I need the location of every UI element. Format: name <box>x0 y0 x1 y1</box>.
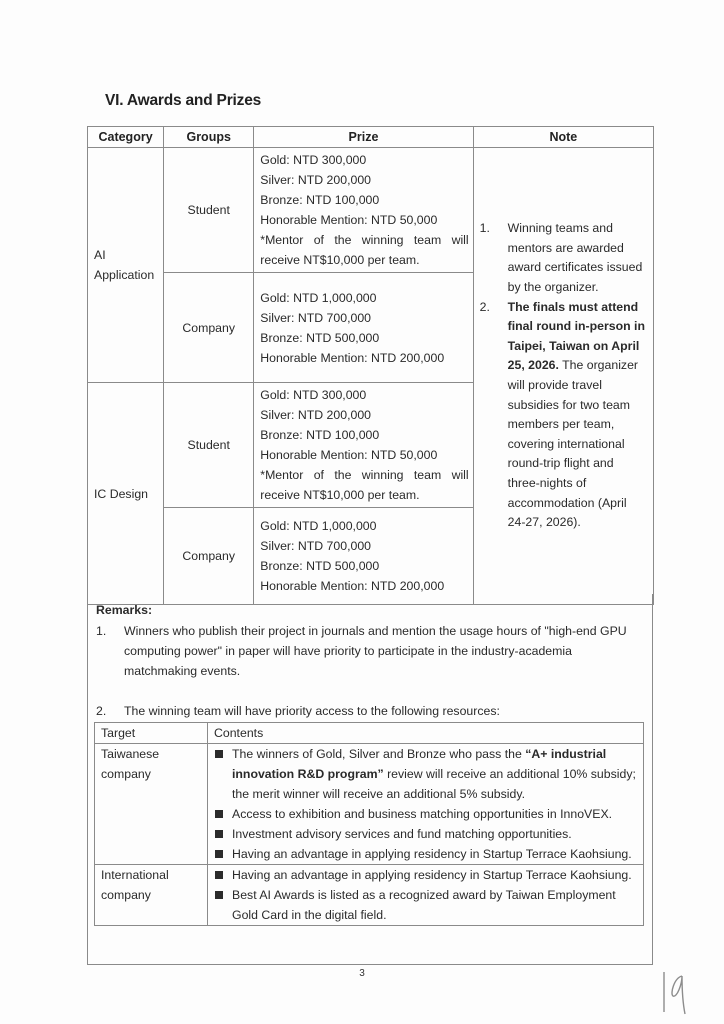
header-target: Target <box>95 723 208 744</box>
bullet-item <box>214 865 637 885</box>
category-label-line: IC Design <box>94 486 148 501</box>
bullet-text: Access to exhibition and business matching opportunities in InnoVEX. <box>232 807 613 821</box>
note-plain-text: The organizer will provide travel subsidies for two team members per team, covering international round-trip flight and three-nights of accommodation (April 24-27, 2026). <box>507 358 639 530</box>
square-bullet-icon <box>214 744 232 804</box>
remark-number: 2. <box>96 704 107 718</box>
group-company: Company <box>164 508 254 605</box>
square-bullet-icon <box>214 804 232 824</box>
awards-header-row <box>88 127 654 148</box>
prize-list <box>254 383 473 508</box>
target-taiwanese-company: Taiwanese company <box>95 744 208 865</box>
category-ai-application <box>88 148 164 383</box>
prize-list <box>254 148 473 273</box>
note-item <box>480 298 647 533</box>
prize-honorable: Honorable Mention: NTD 50,000 <box>260 448 438 462</box>
page-number: 3 <box>359 968 365 979</box>
bullet-text: Best AI Awards is listed as a recognized award by Taiwan Employment Gold Card in the digital field. <box>232 888 616 922</box>
bullet-text <box>232 744 637 804</box>
remark-text: Winners who publish their project in journals and mention the usage hours of "high-end GPU computing power" in paper will have priority to participate in the industry-academia matchmaking events. <box>124 624 627 678</box>
note-bold-text: The finals must attend final round in-person in Taipei, Taiwan on April 25, 2026. <box>507 299 645 373</box>
table-row <box>88 148 654 273</box>
prize-honorable: Honorable Mention: NTD 50,000 <box>260 213 438 227</box>
contents-cell <box>208 744 644 865</box>
remark-item <box>96 621 641 681</box>
prize-honorable: Honorable Mention: NTD 200,000 <box>260 350 445 365</box>
bullet-item <box>214 824 637 844</box>
group-student: Student <box>164 148 254 273</box>
header-contents: Contents <box>208 723 644 744</box>
bullet-text: Having an advantage in applying residency in Startup Terrace Kaohsiung. <box>232 868 632 882</box>
note-item <box>480 219 647 297</box>
prize-silver: Silver: NTD 200,000 <box>260 408 372 422</box>
remark-number: 1. <box>96 624 107 638</box>
prize-list <box>254 508 473 605</box>
header-note: Note <box>473 127 653 148</box>
square-bullet-icon <box>214 844 232 864</box>
mentor-note: *Mentor of the winning team will <box>260 233 469 247</box>
prize-silver: Silver: NTD 700,000 <box>260 310 372 325</box>
contents-cell <box>208 865 644 926</box>
header-prize: Prize <box>254 127 473 148</box>
category-label-line: AI <box>94 248 106 262</box>
bullet-text: Investment advisory services and fund matching opportunities. <box>232 827 572 841</box>
mentor-note: receive NT$10,000 per team. <box>260 488 420 502</box>
prize-silver: Silver: NTD 200,000 <box>260 173 372 187</box>
group-student: Student <box>164 383 254 508</box>
prize-honorable: Honorable Mention: NTD 200,000 <box>260 579 445 593</box>
mentor-note: *Mentor of the winning team will <box>260 468 469 482</box>
remarks-title: Remarks: <box>96 603 153 617</box>
bullet-item <box>214 804 637 824</box>
target-international-company: International company <box>95 865 208 926</box>
note-number: 2. <box>479 299 490 314</box>
category-ic-design <box>88 383 164 605</box>
resources-header-row <box>95 723 644 744</box>
awards-table <box>87 126 654 605</box>
square-bullet-icon <box>214 885 232 925</box>
remark-text: The winning team will have priority access to the following resources: <box>124 704 500 718</box>
category-label-line: Application <box>94 268 155 282</box>
handwritten-page-mark-icon <box>660 968 690 1018</box>
prize-gold: Gold: NTD 1,000,000 <box>260 519 377 533</box>
prize-bronze: Bronze: NTD 500,000 <box>260 559 380 573</box>
prize-list <box>254 273 473 383</box>
square-bullet-icon <box>214 824 232 844</box>
prize-bronze: Bronze: NTD 100,000 <box>260 428 380 442</box>
bullet-item <box>214 885 637 925</box>
header-groups: Groups <box>164 127 254 148</box>
bullet-item <box>214 844 637 864</box>
remarks-section <box>87 594 653 965</box>
prize-bronze: Bronze: NTD 100,000 <box>260 193 380 207</box>
notes-cell <box>473 148 653 605</box>
note-text: Winning teams and mentors are awarded award certificates issued by the organizer. <box>507 221 643 295</box>
resources-table <box>94 722 644 926</box>
bullet-text-bold: “A+ industrial innovation R&D program” <box>232 747 607 781</box>
mentor-note: receive NT$10,000 per team. <box>260 253 420 267</box>
bullet-text: Having an advantage in applying residency in Startup Terrace Kaohsiung. <box>232 847 632 861</box>
prize-gold: Gold: NTD 1,000,000 <box>260 290 377 305</box>
prize-gold: Gold: NTD 300,000 <box>260 388 367 402</box>
square-bullet-icon <box>214 865 232 885</box>
table-row <box>95 865 644 926</box>
section-title: VI. Awards and Prizes <box>105 92 262 109</box>
table-row <box>95 744 644 865</box>
remark-item <box>96 701 641 721</box>
group-company: Company <box>164 273 254 383</box>
note-number: 1. <box>479 221 490 236</box>
prize-silver: Silver: NTD 700,000 <box>260 539 372 553</box>
bullet-text-post: review will receive an additional 10% subsidy; the merit winner will receive an additional 5% subsidy. <box>232 767 636 801</box>
bullet-item <box>214 744 637 804</box>
bullet-text-pre: The winners of Gold, Silver and Bronze who pass the <box>232 747 526 761</box>
note-text <box>508 298 647 533</box>
prize-gold: Gold: NTD 300,000 <box>260 153 367 167</box>
header-category: Category <box>88 127 164 148</box>
prize-bronze: Bronze: NTD 500,000 <box>260 330 380 345</box>
